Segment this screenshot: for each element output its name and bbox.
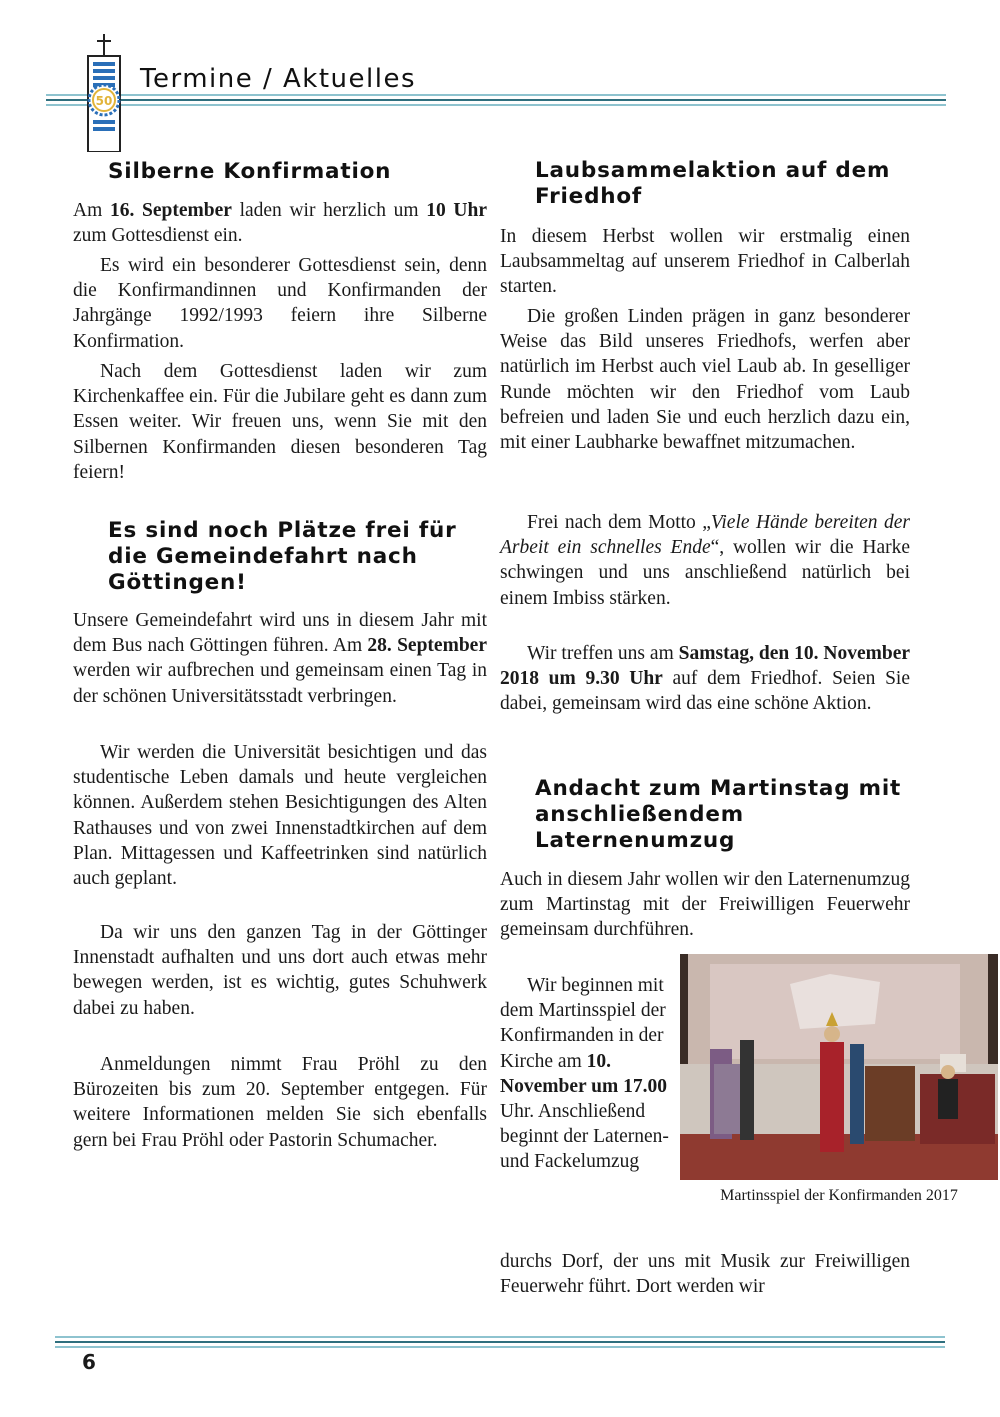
heading-silberne-konfirmation: Silberne Konfirmation <box>108 159 392 184</box>
paragraph: Die großen Linden prägen in ganz besonderer Weise das Bild unseres Friedhofs, werfen aber natürlich im Herbst auch viel Laub ab. In geselliger Runde möchten wir den Friedhof vom Laub befreien und laden Sie und euch herzlich dazu ein, mit einer Laubharke bewaffnet mitzumachen. <box>500 306 910 454</box>
paragraph: Frei nach dem Motto „Viele Hände bereiten der Arbeit ein schnelles Ende“, wollen wir die Harke schwingen und uns anschließend natürlich bei einem Imbiss stärken. <box>500 512 910 609</box>
jubilee-badge-number: 50 <box>95 94 113 108</box>
paragraph: Es wird ein besonderer Gottesdienst sein, denn die Konfirmandinnen und Konfirmanden der Jahrgänge 1992/1993 feiern ihre Silberne Konfirmation. <box>73 255 487 352</box>
paragraph: Wir beginnen mit dem Martinsspiel der Konfirmanden in der Kirche am 10. November um 17.00 Uhr. Anschließend beginnt der Laternen- und Fackelumzug <box>500 975 669 1173</box>
martinsspiel-photo <box>680 954 998 1180</box>
photo-caption: Martinsspiel der Konfirmanden 2017 <box>720 1187 958 1204</box>
paragraph: Wir treffen uns am Samstag, den 10. November 2018 um 9.30 Uhr auf dem Friedhof. Seien Sie dabei, gemeinsam wird das eine schöne Aktion. <box>500 643 911 715</box>
paragraph: durchs Dorf, der uns mit Musik zur Freiwilligen Feuerwehr führt. Dort werden wir <box>500 1251 910 1298</box>
paragraph: Nach dem Gottesdienst laden wir zum Kirchenkaffee ein. Für die Jubilare geht es dann zum Essen weiter. Wir freuen uns, wenn Sie mit den Silbernen Konfirmanden diesen besonderen Tag feiern! <box>73 361 487 483</box>
paragraph: Unsere Gemeindefahrt wird uns in diesem Jahr mit dem Bus nach Göttingen führen. Am 28. September werden wir aufbrechen und gemeinsam einen Tag in der schönen Universitätsstadt verbringen. <box>73 610 487 707</box>
paragraph: Auch in diesem Jahr wollen wir den Laternenumzug zum Martinstag mit der Freiwilligen Feuerwehr gemeinsam durchführen. <box>500 869 910 941</box>
paragraph: Da wir uns den ganzen Tag in der Göttinger Innenstadt aufhalten und uns dort auch etwas mehr bewegen werden, ist es wichtig, gutes Schuhwerk dabei zu haben. <box>73 922 487 1019</box>
header-rule <box>46 94 946 106</box>
page-number: 6 <box>82 1350 96 1374</box>
paragraph: Anmeldungen nimmt Frau Pröhl zu den Bürozeiten bis zum 20. September entgegen. Für weitere Informationen melden Sie sich ebenfalls gern bei Frau Pröhl oder Pastorin Schumacher. <box>73 1054 487 1151</box>
heading-martinstag: Andacht zum Martinstag mit anschließendem Laternenumzug <box>535 776 902 853</box>
heading-laubsammelaktion: Laubsammelaktion auf dem Friedhof <box>535 158 891 209</box>
section-title: Termine / Aktuelles <box>140 64 417 94</box>
church-jubilee-logo <box>76 34 132 152</box>
paragraph: Wir werden die Universität besichtigen und das studentische Leben damals und heute vergleichen können. Außerdem stehen Besichtigungen des Alten Rathauses und von zwei Innenstadtkirchen auf dem Plan. Mittagessen und Kaffeetrinken sind natürlich auch geplant. <box>73 742 487 890</box>
footer-rule <box>55 1336 945 1348</box>
heading-gemeindefahrt: Es sind noch Plätze frei für die Gemeindefahrt nach Göttingen! <box>108 518 457 595</box>
paragraph: In diesem Herbst wollen wir erstmalig einen Laubsammeltag auf unserem Friedhof in Calberlah starten. <box>500 226 910 298</box>
paragraph: Am 16. September laden wir herzlich um 10 Uhr zum Gottesdienst ein. <box>73 200 487 247</box>
